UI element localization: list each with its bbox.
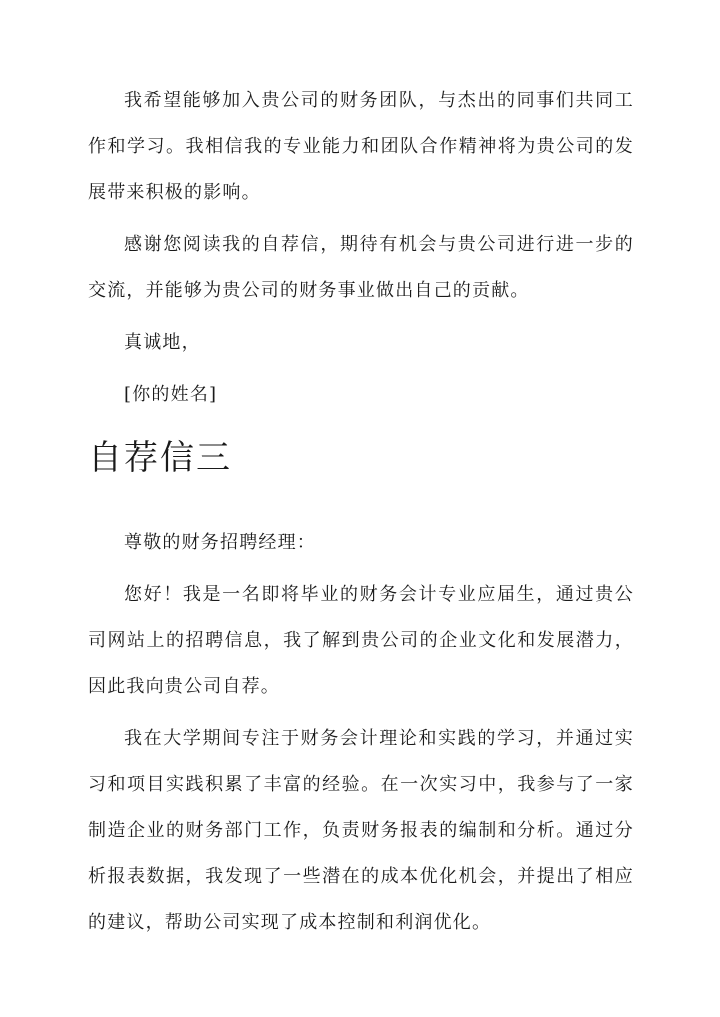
salutation: 尊敬的财务招聘经理： [124,532,316,553]
section-title: 自荐信三 [88,438,232,478]
closing-paragraph-hope: 我希望能够加入贵公司的财务团队，与杰出的同事们共同工作和学习。我相信我的专业能力和团队合作精神将为贵公司的发展带来积极的影响。 [88,90,634,203]
closing-paragraph-thanks: 感谢您阅读我的自荐信，期待有机会与贵公司进行进一步的交流，并能够为贵公司的财务事业做出自己的贡献。 [88,234,634,301]
signature-placeholder: [你的姓名] [124,384,218,405]
document-page [88,0,634,946]
intro-paragraph: 您好！我是一名即将毕业的财务会计专业应届生，通过贵公司网站上的招聘信息，我了解到贵公司的企业文化和发展潜力，因此我向贵公司自荐。 [88,584,634,697]
experience-paragraph: 我在大学期间专注于财务会计理论和实践的学习，并通过实习和项目实践积累了丰富的经验。在一次实习中，我参与了一家制造企业的财务部门工作，负责财务报表的编制和分析。通过分析报表数据，我发现了一些潜在的成本优化机会，并提出了相应的建议，帮助公司实现了成本控制和利润优化。 [88,728,634,933]
closing-sincerely: 真诚地， [124,332,201,353]
